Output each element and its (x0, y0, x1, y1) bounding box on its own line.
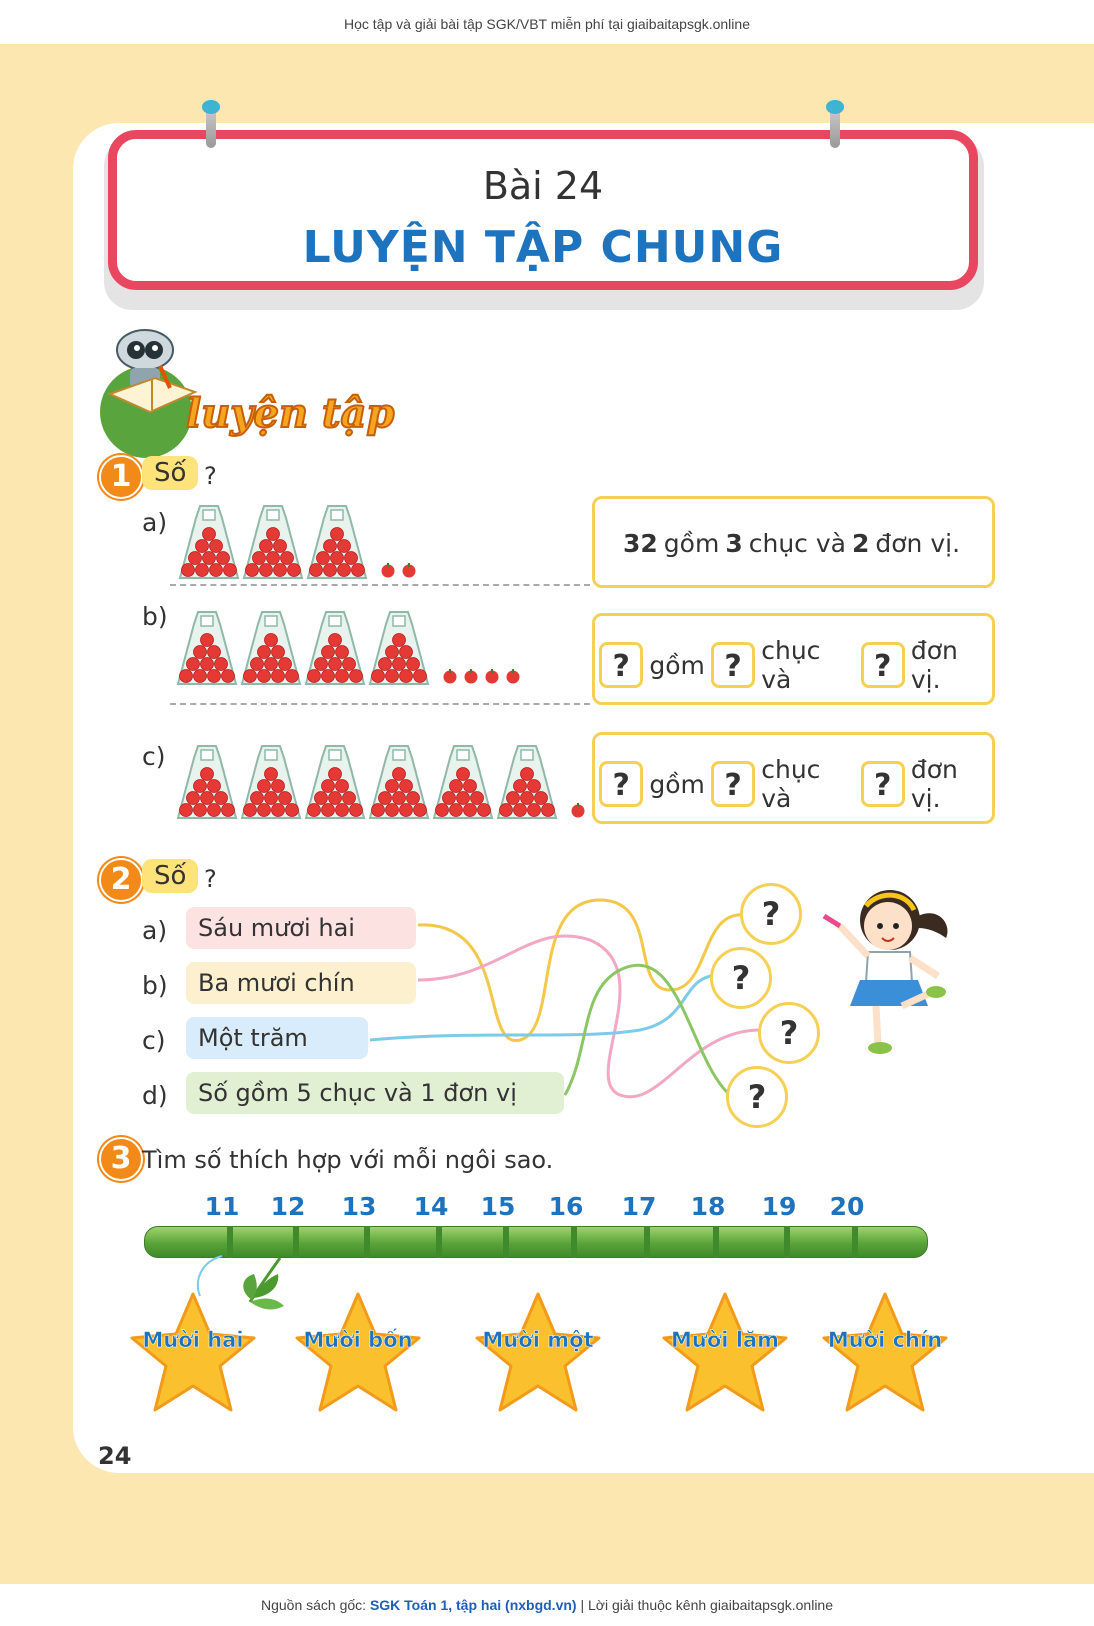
apple-bag-icon (306, 504, 368, 582)
star-label: Mười một (482, 1328, 594, 1352)
star-icon (293, 1290, 423, 1414)
exercise-2-item-label: d) (142, 1081, 168, 1110)
number-word-card[interactable]: Một trăm (186, 1017, 368, 1059)
answer-a-word: chục và (748, 529, 846, 558)
ring-icon (830, 106, 840, 148)
exercise-2-item-label: a) (142, 916, 168, 945)
exercise-2-tag: Số (142, 859, 198, 893)
exercise-1-number: 1 (99, 455, 143, 499)
bamboo-node (852, 1226, 858, 1258)
apple-bag-icon (176, 744, 238, 822)
answer-c-number-input[interactable]: ? (599, 761, 643, 807)
number-line-ticks (0, 1192, 1094, 1226)
bamboo-node (571, 1226, 577, 1258)
star-card[interactable] (293, 1290, 423, 1414)
apple-bag-icon (304, 744, 366, 822)
apple-bag-icon (432, 744, 494, 822)
exercise-1-part-label: b) (142, 602, 168, 631)
bamboo-node (436, 1226, 442, 1258)
star-card[interactable] (820, 1290, 950, 1414)
answer-c-tens-input[interactable]: ? (711, 761, 755, 807)
lesson-number: Bài 24 (482, 164, 604, 208)
answer-circle[interactable]: ? (710, 947, 772, 1009)
ring-icon (206, 106, 216, 148)
answer-circle[interactable]: ? (740, 883, 802, 945)
answer-c-ones-input[interactable]: ? (861, 761, 905, 807)
exercise-1-part-label: a) (142, 508, 168, 537)
answer-c-word: đơn vị. (910, 755, 958, 813)
exercise-2-question-mark: ? (204, 865, 217, 893)
bamboo-node (364, 1226, 370, 1258)
number-line-tick: 13 (341, 1192, 377, 1221)
exercise-2-item-label: b) (142, 971, 168, 1000)
apple-bag-icon (304, 610, 366, 688)
number-line-tick: 11 (204, 1192, 240, 1221)
apple-icon (401, 562, 417, 578)
exercise-3-number: 3 (99, 1137, 143, 1181)
star-card[interactable] (128, 1290, 258, 1414)
number-line-tick: 12 (270, 1192, 306, 1221)
exercise-3-instruction: Tìm số thích hợp với mỗi ngôi sao. (142, 1146, 554, 1174)
apple-bags-row-a (178, 504, 578, 584)
number-line-tick: 20 (829, 1192, 865, 1221)
apple-icon (570, 802, 586, 818)
apple-icon (505, 668, 521, 684)
apple-bag-icon (178, 504, 240, 582)
answer-box-a (592, 496, 995, 588)
star-icon (820, 1290, 950, 1414)
star-icon (473, 1290, 603, 1414)
apple-icon (380, 562, 396, 578)
star-row (0, 1290, 1094, 1420)
answer-b-ones-input[interactable]: ? (861, 642, 905, 688)
answer-b-number-input[interactable]: ? (599, 642, 643, 688)
apple-icon (463, 668, 479, 684)
exercise-1-tag: Số (142, 456, 198, 490)
number-line-tick: 17 (621, 1192, 657, 1221)
star-label: Mười hai (142, 1328, 244, 1352)
star-label: Mười bốn (303, 1328, 413, 1352)
answer-box-b (592, 613, 995, 705)
apple-bag-icon (496, 744, 558, 822)
apple-bag-icon (368, 744, 430, 822)
answer-a-word: đơn vị. (875, 529, 961, 558)
answer-circle[interactable]: ? (758, 1002, 820, 1064)
answer-c-word: chục và (761, 755, 821, 813)
apple-bags-row-b (176, 610, 576, 690)
answer-a-ones: 2 (851, 529, 870, 558)
answer-a-word: gồm (663, 529, 720, 558)
lesson-title: LUYỆN TẬP CHUNG (302, 222, 784, 273)
answer-c-word: gồm (649, 769, 705, 799)
apple-bag-icon (368, 610, 430, 688)
bamboo-node (713, 1226, 719, 1258)
page-number: 24 (98, 1442, 132, 1470)
star-label: Mười chín (827, 1328, 943, 1352)
star-card[interactable] (660, 1290, 790, 1414)
star-card[interactable] (473, 1290, 603, 1414)
bamboo-node (644, 1226, 650, 1258)
footer-prefix: Nguồn sách gốc: (260, 1597, 367, 1613)
answer-circle[interactable]: ? (726, 1066, 788, 1128)
footer-source-link[interactable]: SGK Toán 1, tập hai (nxbgd.vn) (369, 1597, 577, 1613)
number-word-card[interactable]: Sáu mươi hai (186, 907, 416, 949)
apple-icon (484, 668, 500, 684)
number-word-card[interactable]: Ba mươi chín (186, 962, 416, 1004)
divider (170, 584, 590, 586)
answer-b-word: chục và (761, 636, 821, 694)
girl-illustration-icon (820, 876, 960, 1066)
number-line-tick: 16 (548, 1192, 584, 1221)
apple-bag-icon (176, 610, 238, 688)
answer-a-tens: 3 (725, 529, 743, 558)
number-line-tick: 18 (690, 1192, 726, 1221)
number-word-card[interactable]: Số gồm 5 chục và 1 đơn vị (186, 1072, 564, 1114)
number-line-tick: 15 (480, 1192, 516, 1221)
answer-b-word: gồm (649, 650, 705, 680)
apple-bag-icon (240, 610, 302, 688)
star-icon (128, 1290, 258, 1414)
bamboo-node (784, 1226, 790, 1258)
apple-icon (442, 668, 458, 684)
answer-a-number: 32 (623, 529, 658, 558)
exercise-2-item-label: c) (142, 1026, 166, 1055)
exercise-2-number: 2 (99, 858, 143, 902)
answer-b-tens-input[interactable]: ? (711, 642, 755, 688)
apple-bag-icon (242, 504, 304, 582)
apple-bag-icon (240, 744, 302, 822)
apple-bags-row-c (176, 744, 596, 824)
star-icon (660, 1290, 790, 1414)
answer-box-c (592, 732, 995, 824)
divider (170, 703, 590, 705)
number-line-tick: 14 (413, 1192, 449, 1221)
top-banner: Học tập và giải bài tập SGK/VBT miễn phí tại giaibaitapsgk.online (0, 0, 1094, 44)
bamboo-node (503, 1226, 509, 1258)
section-badge-label: luyện tập (186, 390, 395, 437)
answer-b-word: đơn vị. (910, 636, 958, 694)
exercise-1-part-label: c) (142, 742, 166, 771)
number-line-tick: 19 (761, 1192, 797, 1221)
star-label: Mười lăm (670, 1328, 780, 1352)
bottom-banner (0, 1584, 1094, 1626)
exercise-1-question-mark: ? (204, 462, 217, 490)
footer-suffix: | Lời giải thuộc kênh giaibaitapsgk.online (580, 1597, 834, 1613)
